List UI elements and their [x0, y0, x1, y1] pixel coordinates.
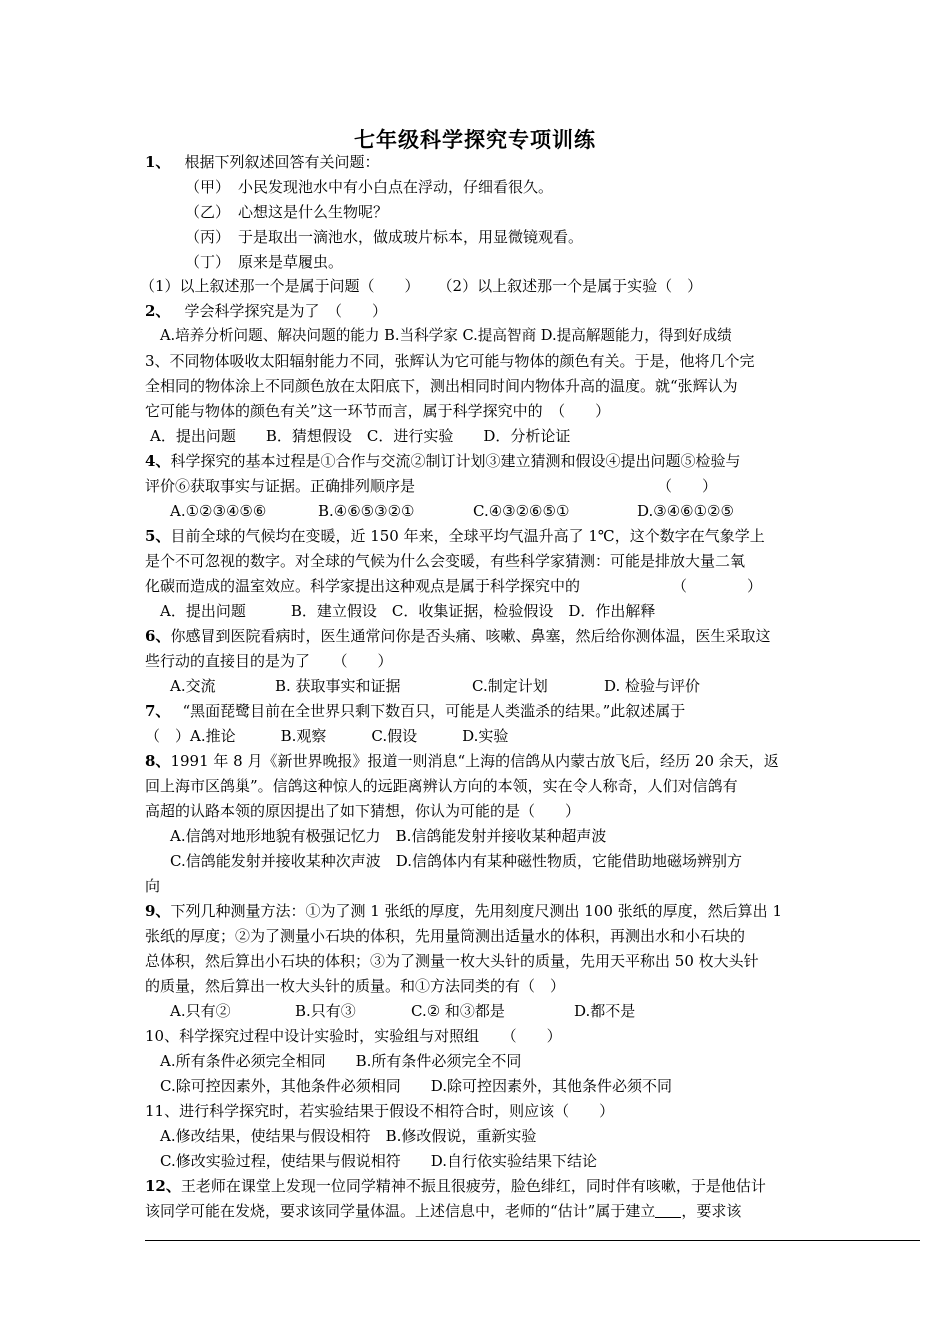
question-9-option: D.都不是: [574, 1002, 636, 1020]
question-4-line: 评价⑥获取事实与证据。正确排列顺序是: [145, 477, 416, 495]
question-4-option: D.③④⑥①②⑤: [637, 502, 734, 520]
question-8-options: 向: [145, 877, 161, 895]
question-10-options: A.所有条件必须完全相同 B.所有条件必须完全不同: [160, 1052, 522, 1070]
question-5-line: 化碳而造成的温室效应。科学家提出这种观点是属于科学探究中的: [145, 577, 581, 595]
question-10-stem: 10、科学探究过程中设计实验时，实验组与对照组 （ ）: [145, 1027, 562, 1045]
question-2-stem: 2、 学会科学探究是为了 （ ）: [145, 302, 387, 320]
question-11-stem: 11、进行科学探究时，若实验结果于假设不相符合时，则应该（ ）: [145, 1102, 615, 1120]
question-3-line: 全相同的物体涂上不同颜色放在太阳底下，测出相同时间内物体升高的温度。就“张辉认为: [145, 377, 738, 395]
answer-paren: （ ）: [657, 477, 718, 495]
question-6-option: C.制定计划: [472, 677, 548, 695]
question-4-option: C.④③②⑥⑤①: [473, 502, 570, 520]
question-3-line: 3、不同物体吸收太阳辐射能力不同，张辉认为它可能与物体的颜色有关。于是，他将几个完: [145, 352, 755, 370]
answer-paren: （ ）: [672, 577, 763, 595]
question-5-line: 是个不可忽视的数字。对全球的气候为什么会变暖，有些科学家猜测：可能是排放大量二氧: [145, 552, 746, 570]
question-8-options: C.信鸽能发射并接收某种次声波 D.信鸽体内有某种磁性物质，它能借助地磁场辨别方: [170, 852, 742, 870]
question-11-options: C.修改实验过程，使结果与假说相符 D.自行依实验结果下结论: [160, 1152, 597, 1170]
question-number: 1、: [145, 153, 171, 171]
question-12-line: 12、王老师在课堂上发现一位同学精神不振且很疲劳，脸色绯红，同时伴有咳嗽，于是他估计: [145, 1177, 766, 1195]
question-5-line: 5、目前全球的气候均在变暖，近 150 年来，全球平均气温升高了 1℃，这个数字在气象学上: [145, 527, 765, 545]
question-8-line: 回上海市区鸽巢”。信鸽这种惊人的远距离辨认方向的本领，实在令人称奇，人们对信鸽有: [145, 777, 738, 795]
question-4-option: A.①②③④⑤⑥: [170, 502, 267, 520]
question-1-item: （乙） 心想这是什么生物呢？: [185, 203, 389, 221]
question-6-line: 6、你感冒到医院看病时，医生通常问你是否头痛、咳嗽、鼻塞，然后给你测体温，医生采取这: [145, 627, 771, 645]
question-1-subquestions: （1）以上叙述那一个是属于问题（ ） （2）以上叙述那一个是属于实验（ ）: [140, 277, 703, 295]
page-title: 七年级科学探究专项训练: [354, 127, 596, 152]
question-1-item: （丁） 原来是草履虫。: [185, 253, 344, 271]
question-12-line: 该同学可能在发烧，要求该同学量体温。上述信息中，老师的“估计”属于建立 ，要求该: [145, 1202, 742, 1220]
question-8-line: 8、1991 年 8 月《新世界晚报》报道一则消息“上海的信鸽从内蒙古放飞后，经历 20 余天，返: [145, 752, 779, 770]
question-9-line: 张纸的厚度；②为了测量小石块的体积，先用量筒测出适量水的体积，再测出水和小石块的: [145, 927, 746, 945]
fill-in-blank[interactable]: [655, 1203, 681, 1218]
question-9-option: C.② 和③都是: [411, 1002, 505, 1020]
question-9-option: A.只有②: [170, 1002, 231, 1020]
question-8-line: 高超的认路本领的原因提出了如下猜想，你认为可能的是（ ）: [145, 802, 581, 820]
question-4-option: B.④⑥⑤③②①: [318, 502, 415, 520]
question-1-item: （丙） 于是取出一滴池水，做成玻片标本，用显微镜观看。: [185, 228, 584, 246]
question-6-line: 些行动的直接目的是为了 （ ）: [145, 652, 393, 670]
question-6-option: A.交流: [170, 677, 216, 695]
question-9-line: 的质量，然后算出一枚大头针的质量。和①方法同类的有（ ）: [145, 977, 566, 995]
question-5-options: A．提出问题 B．建立假设 C．收集证据，检验假设 D．作出解释: [160, 602, 656, 620]
question-3-options: A．提出问题 B．猜想假设 C．进行实验 D．分析论证: [150, 427, 571, 445]
question-8-options: A.信鸽对地形地貌有极强记忆力 B.信鸽能发射并接收某种超声波: [170, 827, 607, 845]
footer-rule: [145, 1240, 920, 1241]
question-6-option: D. 检验与评价: [604, 677, 701, 695]
question-9-line: 总体积，然后算出小石块的体积；③为了测量一枚大头针的质量，先用天平称出 50 枚大头针: [145, 952, 759, 970]
question-1-stem: 1、 根据下列叙述回答有关问题：: [145, 153, 380, 171]
question-9-option: B.只有③: [295, 1002, 356, 1020]
question-3-line: 它可能与物体的颜色有关”这一环节而言，属于科学探究中的 （ ）: [145, 402, 611, 420]
question-9-line: 9、下列几种测量方法：①为了测 1 张纸的厚度，先用刻度尺测出 100 张纸的厚度，然后算出 1: [145, 902, 782, 920]
question-2-options: A.培养分析问题、解决问题的能力 B.当科学家 C.提高智商 D.提高解题能力，得到好成绩: [160, 327, 732, 344]
question-11-options: A.修改结果，使结果与假设相符 B.修改假说，重新实验: [160, 1127, 537, 1145]
question-4-line: 4、科学探究的基本过程是①合作与交流②制订计划③建立猜测和假设④提出问题⑤检验与: [145, 452, 741, 470]
question-7-line: （ ）A.推论 B.观察 C.假设 D.实验: [145, 727, 509, 745]
question-6-option: B. 获取事实和证据: [275, 677, 401, 695]
question-10-options: C.除可控因素外，其他条件必须相同 D.除可控因素外，其他条件必须不同: [160, 1077, 672, 1095]
question-1-item: （甲） 小民发现池水中有小白点在浮动，仔细看很久。: [185, 178, 554, 196]
question-7-line: 7、 “黑面琵鹭目前在全世界只剩下数百只，可能是人类滥杀的结果。”此叙述属于: [145, 702, 686, 720]
